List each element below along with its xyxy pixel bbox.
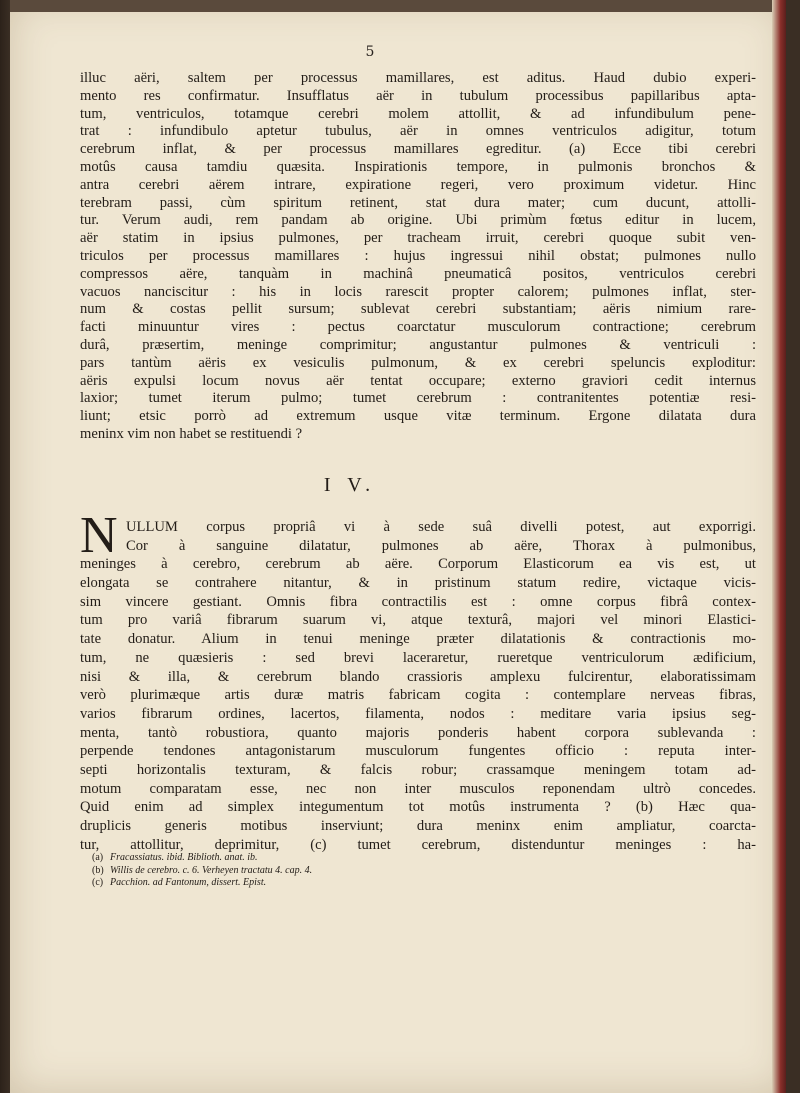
top-border <box>10 0 786 12</box>
footnote-text: Pacchion. ad Fantonum, dissert. Epist. <box>110 877 267 888</box>
text-line: nisi & illa, & cerebrum blando crassioris amplexu fulcirentur, elaboratissimam <box>80 668 756 685</box>
text-line: mento res confirmatur. Insufflatus aër in tubulum processibus papillaribus apta- <box>80 87 756 104</box>
footnote-mark: (a) <box>92 852 104 863</box>
text-line: Cor à sanguine dilatatur, pulmones ab aëre, Thorax à pulmonibus, <box>126 537 756 554</box>
text-line: facti minuuntur vires : pectus coarctatur musculorum contractione; cerebrum <box>80 319 756 336</box>
text-line: tum pro variâ fibrarum suarum vi, atque texturâ, majori vel minori Elastici- <box>80 612 756 629</box>
text-line: triculos per processus mamillares : hujus ingressui nihil obstat; pulmones nullo <box>80 247 756 264</box>
paragraph-1 <box>80 70 756 444</box>
text-line: elongata se contrahere nitantur, & in pristinum statum redire, victaque vicis- <box>80 575 756 592</box>
text-line: aëris expulsi locum novus aër tentat occupare; externo graviori cedit internus <box>80 372 756 389</box>
text-line: num & costas pellit sursum; sublevat cerebri substantiam; aëris nimium rare- <box>80 301 756 318</box>
footnote-mark: (b) <box>92 864 104 876</box>
page-edge-red <box>772 0 786 1093</box>
text-line: terebram passi, cùm spiritum retinent, stat dura mater; cum ducunt, attolli- <box>80 194 756 211</box>
footnotes <box>92 852 692 890</box>
text-line: meninx vim non habet se restituendi ? <box>80 425 303 442</box>
text-line: liunt; etsic porrò ad extremum usque vitæ terminum. Ergone dilatata dura <box>80 408 756 425</box>
footnote <box>92 852 692 865</box>
binding-shadow <box>0 0 10 1093</box>
text-line: septi horizontalis texturam, & falcis robur; crassamque meningem totam ad- <box>80 761 756 778</box>
text-line: pars tantùm aëris ex vesiculis pulmonum, & ex cerebri speluncis exploditur: <box>80 354 756 371</box>
text-line: aër statim in ipsius pulmones, per tracheam irruit, cerebri quoque subit ven- <box>80 230 756 247</box>
text-line: motûs causa tamdiu quæsita. Inspirationis tempore, in pulmonis bronchos & <box>80 158 756 175</box>
text-line: antra cerebri aërem intrare, expiratione regeri, vero proximum videtur. Hinc <box>80 176 756 193</box>
text-line: tate donatur. Alium in tenui meninge præter dilatationis & contractionis mo- <box>80 631 756 648</box>
text-line: compressos aëre, tanquàm in machinâ pneumaticâ positos, ventriculos cerebri <box>80 265 756 282</box>
text-line: menta, tantò robustiora, quanto majoris ponderis habent corpora sublevanda : <box>80 724 756 741</box>
text-line: tur. Verum audi, rem pandam ab origine. Ubi primùm fœtus editur in lucem, <box>80 212 756 229</box>
section-heading: I V. <box>323 474 377 496</box>
footnote-text: Fracassiatus. ibid. Biblioth. anat. ib. <box>110 852 258 863</box>
text-line: motum comparatam esse, nec non inter musculos reponendam ultrò concedes. <box>80 780 756 797</box>
text-line: tum, ne quæsieris : sed brevi laceraretur, rueretque ventriculorum ædificium, <box>80 649 756 666</box>
text-line: tum, ventriculos, totamque cerebri molem attollit, & ad infundibulum pene- <box>80 105 756 122</box>
text-line: perpende tendones antagonistarum musculorum fungentes officio : reputa inter- <box>80 743 756 760</box>
text-line: verò plurimæque artis duræ matris fabricam cogita : contemplare nerveas fibras, <box>80 687 756 704</box>
text-line: druplicis generis motibus inserviunt; dura meninx enim ampliatur, coarcta- <box>80 818 756 834</box>
footnote-text: Willis de cerebro. c. 6. Verheyen tractatu 4. cap. 4. <box>110 864 313 876</box>
footnote-mark: (c) <box>92 877 104 888</box>
paragraph-2 <box>80 518 756 854</box>
drop-cap: N <box>80 507 118 564</box>
text-line: sim vincere gestiant. Omnis fibra contractilis est : omne corpus fibrâ contex- <box>80 593 756 610</box>
footnote <box>92 865 692 878</box>
text-line: tur, attollitur, deprimitur, (c) tumet cerebrum, distenduntur meninges : ha- <box>80 836 756 853</box>
text-line: cerebrum inflat, & per processus mamillares egreditur. (a) Ecce tibi cerebri <box>80 141 756 158</box>
page-number: 5 <box>365 44 375 60</box>
text-line: varios fibrarum ordines, lacertos, filamenta, nodos : meditare varia ipsius seg- <box>80 705 756 722</box>
text-line: illuc aëri, saltem per processus mamillares, est aditus. Haud dubio experi- <box>80 70 756 86</box>
text-line: laxior; tumet iterum pulmo; tumet cerebrum : contranitentes potentiæ resi- <box>80 390 756 407</box>
text-line: Quid enim ad simplex integumentum tot motûs instrumenta ? (b) Hæc qua- <box>80 799 756 816</box>
text-line: trat : infundibulo aptetur tubulus, aër in omnes ventriculos adigitur, totum <box>80 123 756 140</box>
text-line: ULLUM corpus propriâ vi à sede suâ divelli potest, aut exporrigi. <box>126 519 756 535</box>
text-line: durâ, præsertim, meninge comprimitur; angustantur pulmones & ventriculi : <box>80 336 756 353</box>
text-line: vacuos nanciscitur : his in locis rarescit propter calorem; pulmones inflat, ster- <box>80 283 756 300</box>
text-line: meninges à cerebro, cerebrum ab aëre. Corporum Elasticorum ea vis est, ut <box>80 556 756 573</box>
footnote <box>92 877 692 890</box>
